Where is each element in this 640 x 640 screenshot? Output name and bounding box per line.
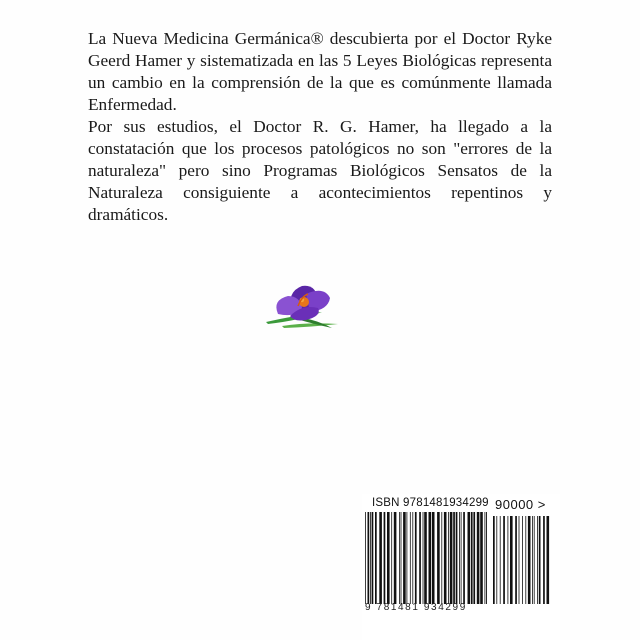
barcode-bar [456, 512, 458, 604]
barcode-bar [468, 512, 471, 604]
barcode-bar [508, 516, 509, 604]
barcode-digits: 9 781481 934299 [365, 602, 467, 613]
barcode-bar [532, 516, 533, 604]
barcode-bar [441, 512, 442, 604]
price-code: 90000 > [495, 497, 546, 512]
barcode-bar [463, 512, 465, 604]
barcode-bar [453, 512, 455, 604]
barcode-bar [528, 516, 531, 604]
barcode-bar [370, 512, 371, 604]
barcode-bar [391, 512, 392, 604]
barcode-bar [410, 512, 411, 604]
barcode-bar [461, 512, 462, 604]
price-addon-barcode [493, 516, 551, 604]
barcode-bar [522, 516, 523, 604]
barcode-bar [423, 512, 424, 604]
barcode-bar [432, 512, 435, 604]
barcode-bar [415, 512, 417, 604]
barcode-bar [471, 512, 473, 604]
back-cover-blurb [88, 28, 552, 226]
barcode-bar [525, 516, 526, 604]
blurb-paragraph-2: Por sus estudios, el Doctor R. G. Hamer, ha llegado a la constatación que los procesos patológicos no son "errores de la naturaleza" pero sino Programas Biológicos Sensatos de la Naturaleza consiguiente a acontecimientos repentinos y dramáticos. [88, 117, 552, 224]
barcode-bar [500, 516, 501, 604]
barcode-bar [437, 512, 440, 604]
barcode-bar [485, 512, 486, 604]
barcode-bar [477, 512, 480, 604]
crocus-flower-icon [262, 282, 342, 332]
barcode-bar [387, 512, 390, 604]
barcode-bar [419, 512, 421, 604]
barcode-bar [493, 516, 495, 604]
barcode-bar [384, 512, 386, 604]
barcode-bar [473, 512, 475, 604]
barcode-bar [534, 516, 535, 604]
barcode-bar [372, 512, 374, 604]
barcode-bar [401, 512, 402, 604]
barcode-bar [368, 512, 370, 604]
blurb-paragraph-1: La Nueva Medicina Germánica® descubierta por el Doctor Ryke Geerd Hamer y sistematizada en las 5 Leyes Biológicas representa un cambio en la comprensión de la que es comúnmente llamada Enfermedad. [88, 29, 552, 114]
barcode-bar [543, 516, 545, 604]
barcode-bar [379, 512, 382, 604]
barcode-bar [515, 516, 517, 604]
barcode-bar [510, 516, 513, 604]
barcode-bar [547, 516, 550, 604]
isbn-barcode [365, 512, 487, 604]
barcode-bar [496, 516, 497, 604]
barcode-bar [486, 512, 487, 604]
barcode-bar [448, 512, 449, 604]
barcode-bar [412, 512, 413, 604]
barcode-bar [365, 512, 366, 604]
barcode-bar [459, 512, 460, 604]
barcode-bar [519, 516, 520, 604]
barcode-bar [480, 512, 483, 604]
barcode-bar [429, 512, 432, 604]
barcode-bar [450, 512, 453, 604]
barcode-bar [375, 512, 377, 604]
barcode-bar [539, 516, 541, 604]
barcode-bar [403, 512, 406, 604]
barcode-bar [394, 512, 397, 604]
barcode-bar [537, 516, 538, 604]
barcode-bar [444, 512, 447, 604]
barcode-bar [424, 512, 427, 604]
barcode-bar [399, 512, 400, 604]
isbn-label: ISBN 9781481934299 [372, 497, 489, 509]
barcode-bar [407, 512, 408, 604]
barcode-bar [503, 516, 505, 604]
